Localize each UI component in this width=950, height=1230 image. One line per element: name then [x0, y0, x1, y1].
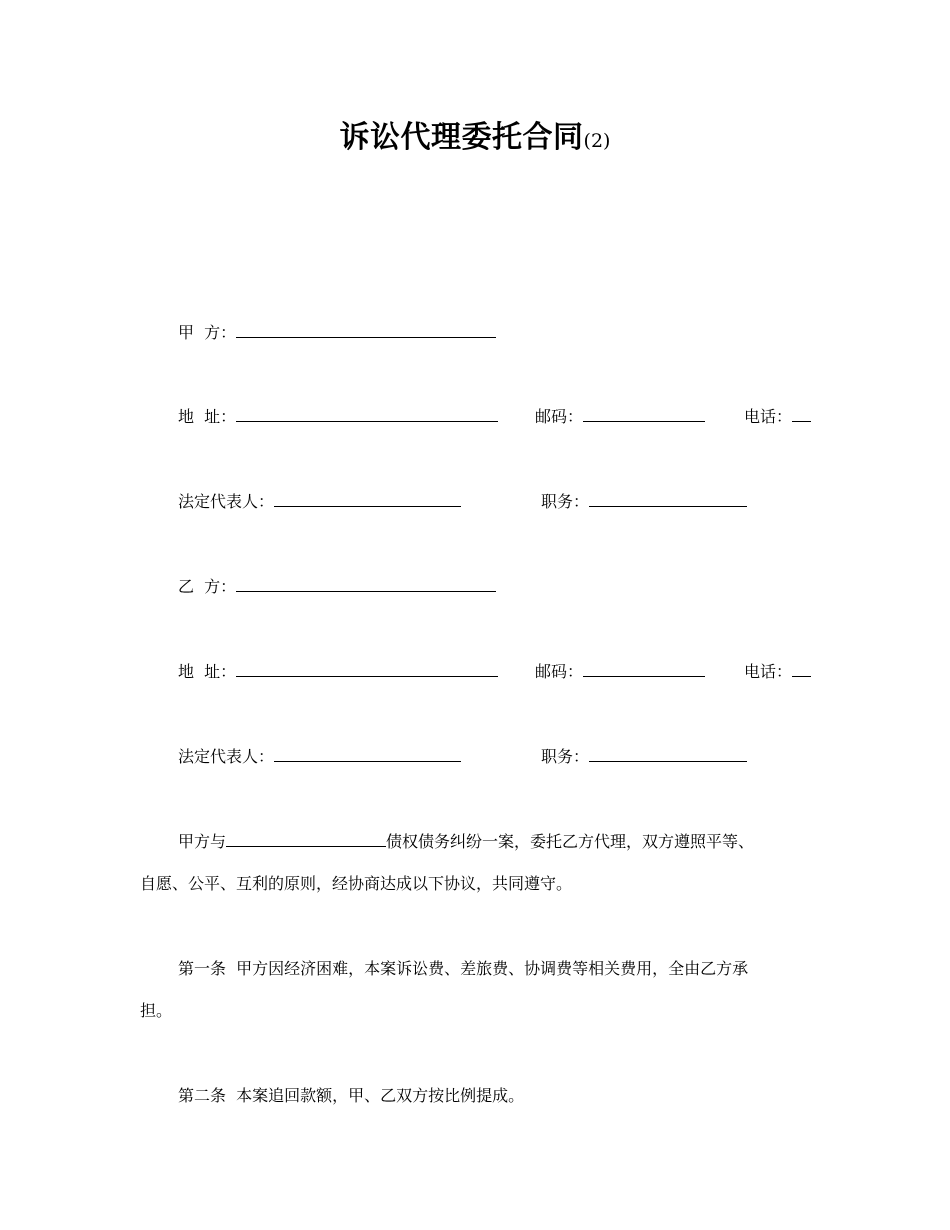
document-title	[0, 112, 950, 156]
party-b-phone-label: 电话：	[744, 662, 793, 681]
party-a-position-label: 职务：	[541, 492, 590, 511]
party-b-position-blank	[589, 744, 747, 762]
party-a-legal-rep-blank	[274, 489, 461, 507]
article-2: 第二条 本案追回款额，甲、乙双方按比例提成。	[178, 1086, 525, 1105]
party-a-legal-rep-row	[178, 489, 461, 513]
party-a-blank	[236, 320, 496, 338]
party-a-phone-label: 电话：	[744, 407, 793, 426]
party-b-position-field	[541, 744, 747, 768]
intro-case-blank	[226, 829, 386, 847]
party-a-label: 甲 方：	[178, 323, 237, 342]
party-a-legal-rep-label: 法定代表人：	[178, 492, 275, 511]
party-b-address-label: 地 址：	[178, 662, 237, 681]
party-a-address-blank	[236, 404, 498, 422]
party-b-position-label: 职务：	[541, 747, 590, 766]
article-1-line-1: 第一条 甲方因经济困难，本案诉讼费、差旅费、协调费等相关费用，全由乙方承	[178, 959, 749, 978]
title-suffix: (2)	[583, 130, 611, 152]
party-a-postcode-label: 邮码：	[535, 407, 584, 426]
party-b-postcode-field	[535, 659, 705, 683]
party-b-phone-blank	[792, 659, 811, 677]
party-a-address-label: 地 址：	[178, 407, 237, 426]
party-b-legal-rep-row	[178, 744, 461, 768]
intro-suffix: 债权债务纠纷一案，委托乙方代理，双方遵照平等、	[386, 832, 755, 851]
party-b-phone-field	[744, 659, 811, 683]
party-a-phone-field	[744, 404, 811, 428]
party-a-position-blank	[589, 489, 747, 507]
party-b-blank	[236, 574, 496, 592]
party-a-postcode-field	[535, 404, 705, 428]
intro-line-2: 自愿、公平、互利的原则，经协商达成以下协议，共同遵守。	[140, 874, 573, 893]
party-b-legal-rep-blank	[274, 744, 461, 762]
party-a-address-row	[178, 404, 498, 428]
intro-prefix: 甲方与	[178, 832, 227, 851]
intro-line-1	[178, 829, 754, 853]
party-b-postcode-blank	[583, 659, 705, 677]
article-1-line-2: 担。	[140, 1001, 173, 1020]
party-b-postcode-label: 邮码：	[535, 662, 584, 681]
party-a-postcode-blank	[583, 404, 705, 422]
party-b-row	[178, 574, 496, 598]
party-b-address-blank	[236, 659, 498, 677]
party-b-address-row	[178, 659, 498, 683]
party-a-position-field	[541, 489, 747, 513]
party-a-row	[178, 320, 496, 344]
party-b-legal-rep-label: 法定代表人：	[178, 747, 275, 766]
party-a-phone-blank	[792, 404, 811, 422]
party-b-label: 乙 方：	[178, 577, 237, 596]
title-text: 诉讼代理委托合同	[339, 120, 584, 155]
